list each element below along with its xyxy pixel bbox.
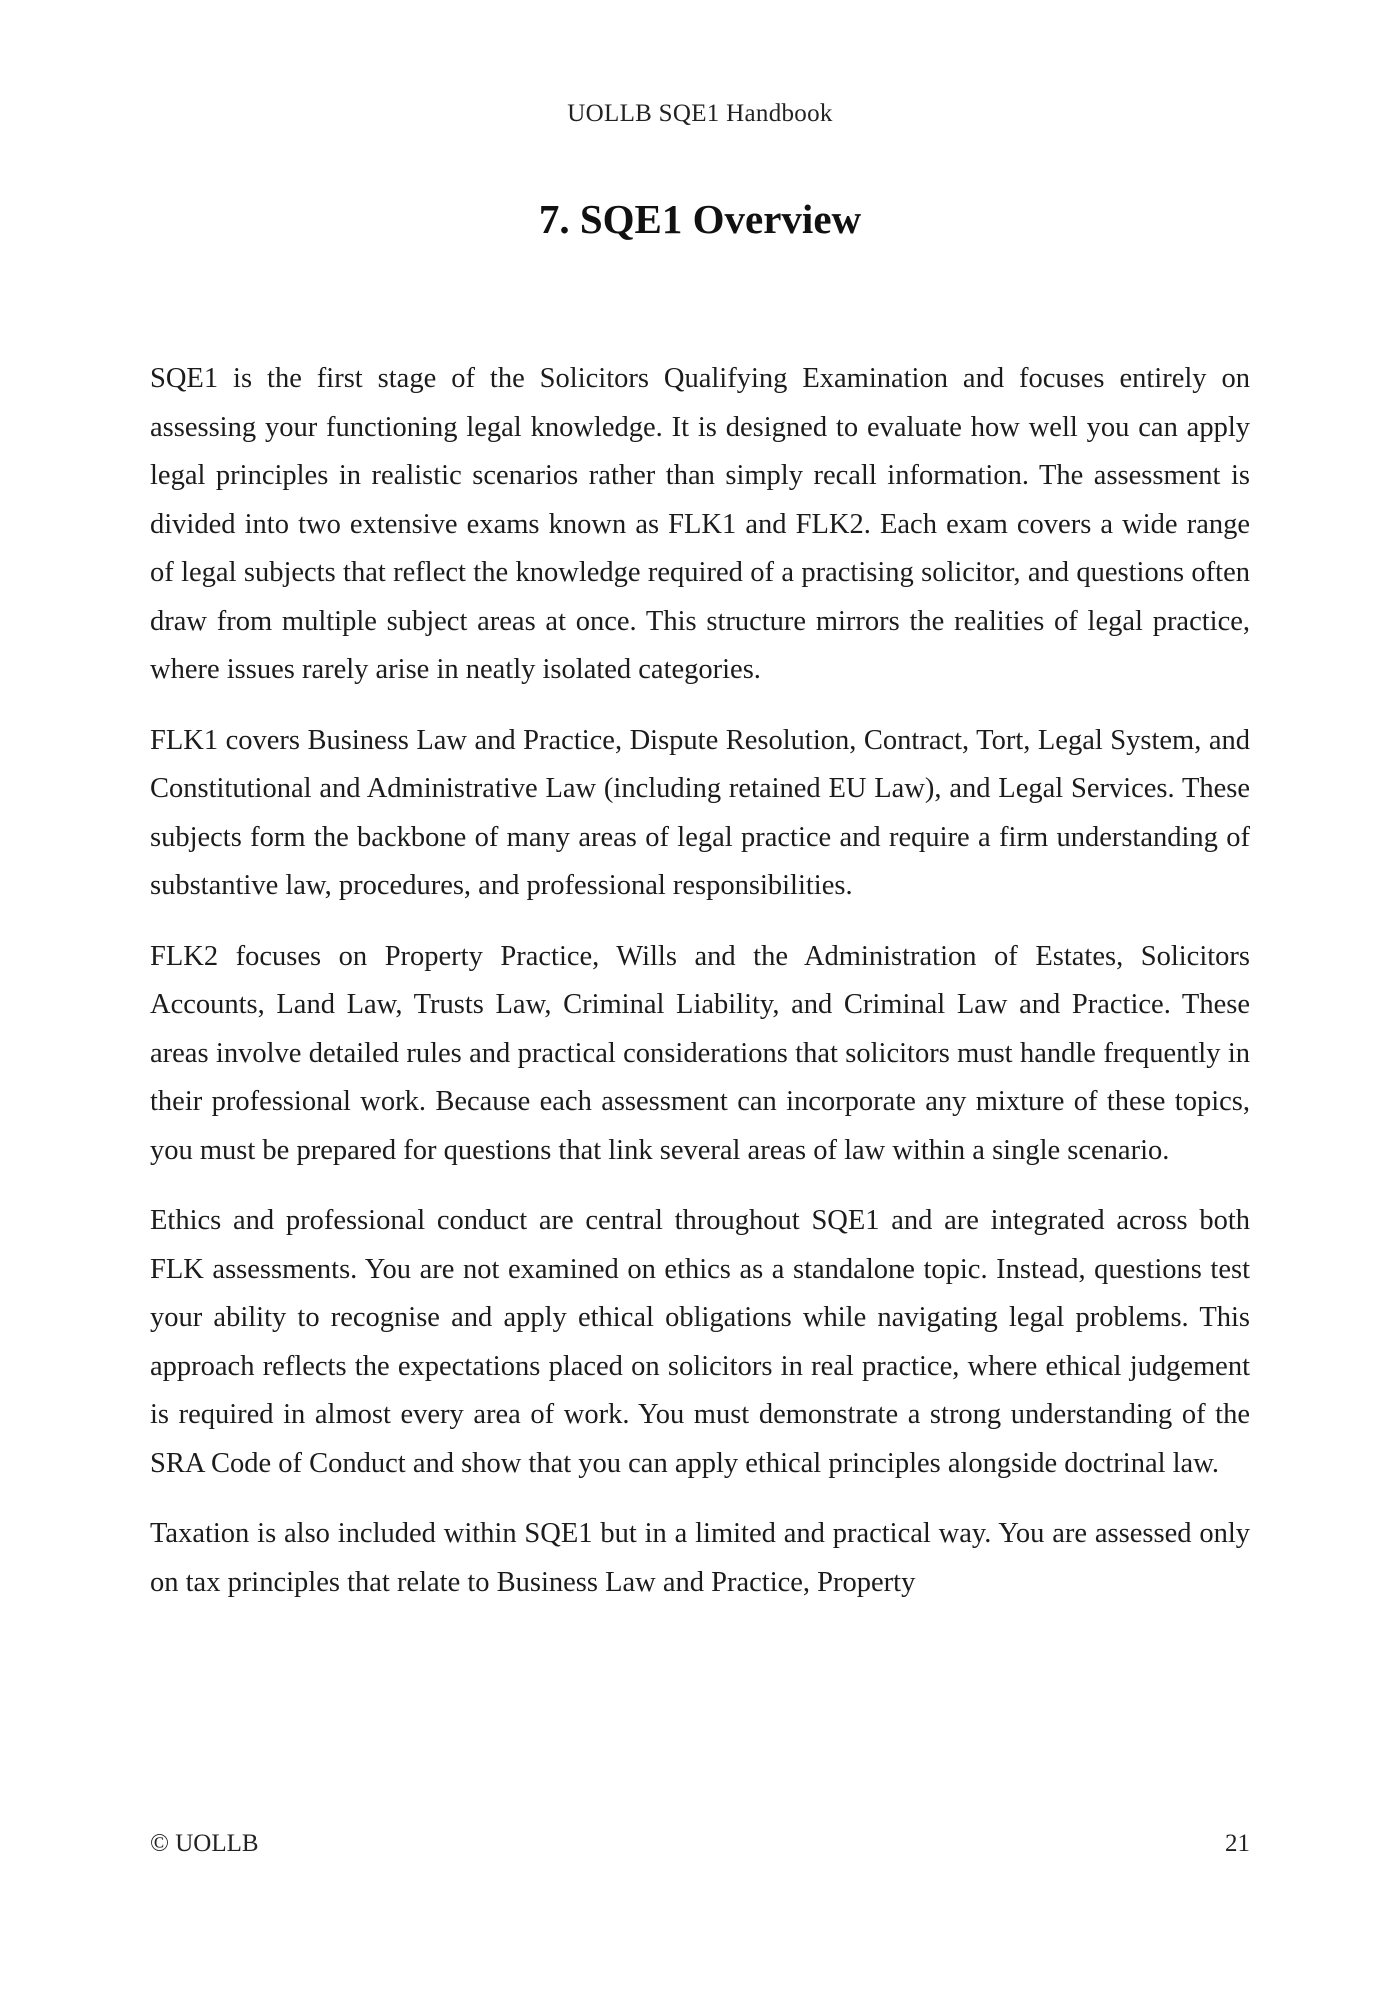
- paragraph-sqe1-intro: SQE1 is the first stage of the Solicitors Qualifying Examination and focuses entirely on assessing your functioning legal knowledge. It is designed to evaluate how well you can apply legal principles in realistic scenarios rather than simply recall information. The assessment is divided into two extensive exams known as FLK1 and FLK2. Each exam covers a wide range of legal subjects that reflect the knowledge required of a practising solicitor, and questions often draw from multiple subject areas at once. This structure mirrors the realities of legal practice, where issues rarely arise in neatly isolated categories.: [150, 363, 1250, 685]
- page-number: 21: [1225, 1830, 1250, 1857]
- body-text: [150, 355, 1250, 1629]
- paragraph-flk2: FLK2 focuses on Property Practice, Wills and the Administration of Estates, Solicitors Accounts, Land Law, Trusts Law, Criminal Liability, and Criminal Law and Practice. These areas involve detailed rules and practical considerations that solicitors must handle frequently in their professional work. Because each assessment can incorporate any mixture of these topics, you must be prepared for questions that link several areas of law within a single scenario.: [150, 940, 1250, 1166]
- copyright-notice: © UOLLB: [150, 1830, 259, 1857]
- running-header: UOLLB SQE1 Handbook: [567, 100, 833, 127]
- paragraph-taxation: Taxation is also included within SQE1 but in a limited and practical way. You are assessed only on tax principles that relate to Business Law and Practice, Property: [150, 1518, 1250, 1598]
- paragraph-ethics: Ethics and professional conduct are central throughout SQE1 and are integrated across both FLK assessments. You are not examined on ethics as a standalone topic. Instead, questions test your ability to recognise and apply ethical obligations while navigating legal problems. This approach reflects the expectations placed on solicitors in real practice, where ethical judgement is required in almost every area of work. You must demonstrate a strong understanding of the SRA Code of Conduct and show that you can apply ethical principles alongside doctrinal law.: [150, 1205, 1250, 1479]
- chapter-title: 7. SQE1 Overview: [538, 196, 862, 242]
- paragraph-flk1: FLK1 covers Business Law and Practice, Dispute Resolution, Contract, Tort, Legal System, and Constitutional and Administrative Law (including retained EU Law), and Legal Services. These subjects form the backbone of many areas of legal practice and require a firm understanding of substantive law, procedures, and professional responsibilities.: [150, 724, 1250, 901]
